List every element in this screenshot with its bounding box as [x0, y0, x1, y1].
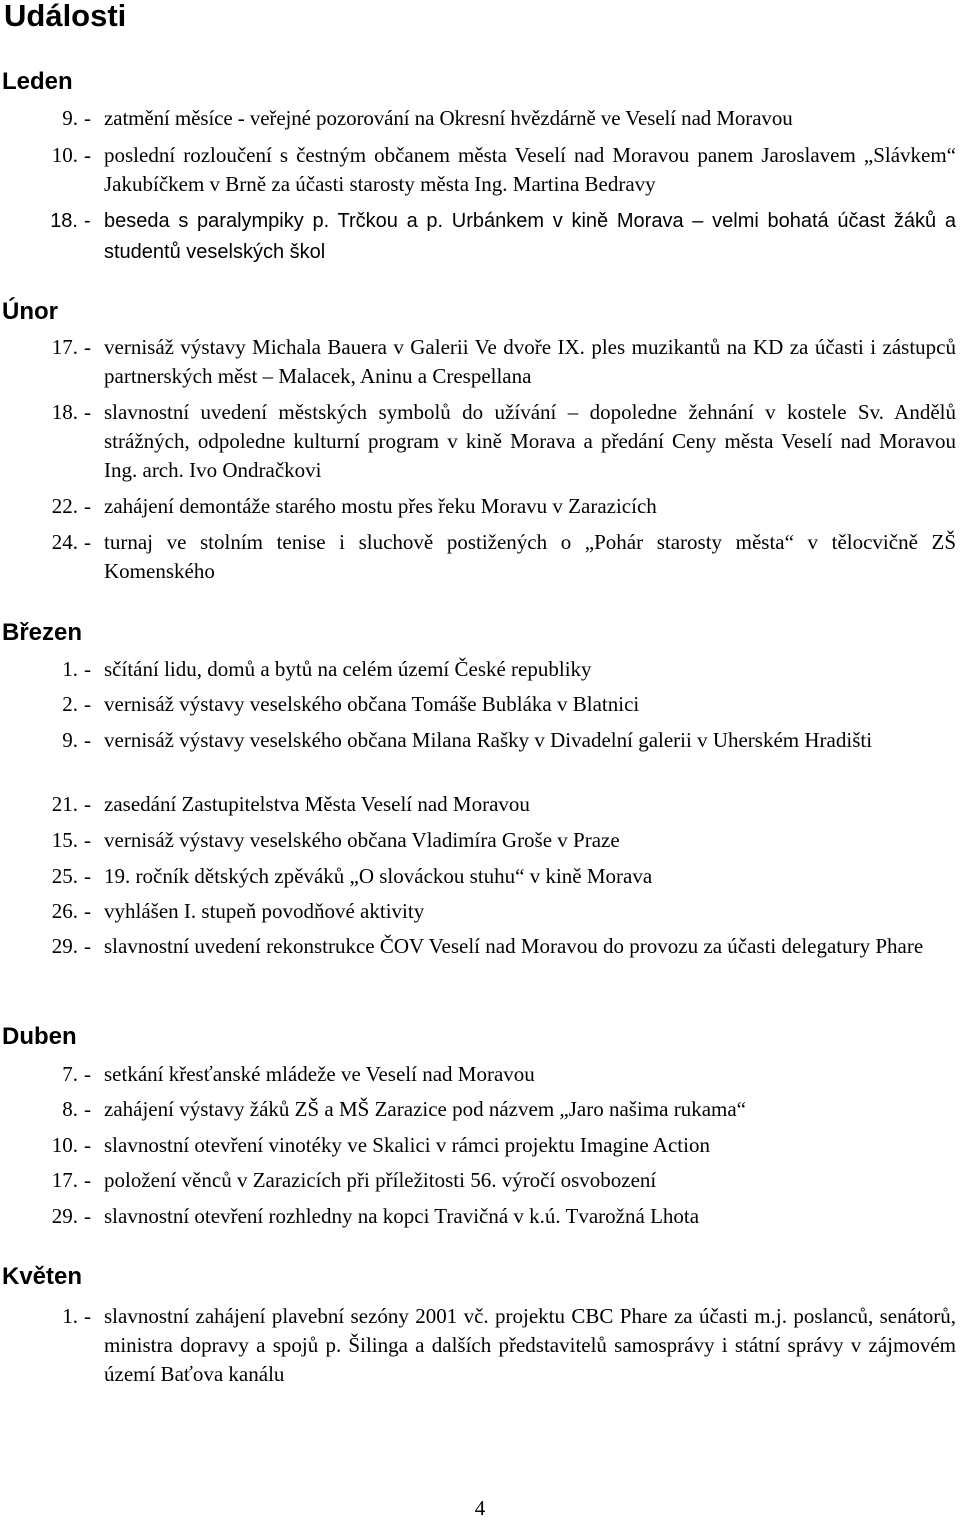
event-text: setkání křesťanské mládeže ve Veselí nad Moravou [104, 1062, 535, 1086]
event-item [0, 104, 960, 133]
event-text: vyhlášen I. stupeň povodňové aktivity [104, 899, 425, 923]
event-separator: - [84, 934, 91, 958]
event-text: vernisáž výstavy veselského občana Vladimíra Groše v Praze [104, 828, 620, 852]
event-separator: - [84, 1204, 91, 1228]
event-day: 8. [62, 1097, 78, 1121]
event-separator: - [84, 210, 91, 232]
event-text: slavnostní otevření rozhledny na kopci Travičná v k.ú. Tvarožná Lhota [104, 1204, 700, 1228]
event-text: zatmění měsíce - veřejné pozorování na Okresní hvězdárně ve Veselí nad Moravou [104, 106, 793, 130]
event-item [0, 897, 960, 926]
event-separator: - [84, 143, 91, 167]
page-title: Události [4, 0, 127, 33]
event-day: 7. [62, 1062, 78, 1086]
event-item [0, 333, 960, 393]
event-text: zahájení výstavy žáků ZŠ a MŠ Zarazice pod názvem „Jaro našima rukama“ [104, 1097, 746, 1121]
event-separator: - [84, 692, 91, 716]
event-day: 1. [62, 657, 78, 681]
event-item [0, 1095, 960, 1124]
event-item [0, 655, 960, 684]
event-separator: - [84, 530, 91, 554]
event-text: slavnostní otevření vinotéky ve Skalici v rámci projektu Imagine Action [104, 1133, 710, 1157]
event-separator: - [84, 494, 91, 518]
event-separator: - [84, 1304, 91, 1328]
event-text: zahájení demontáže starého mostu přes řeku Moravu v Zarazicích [104, 494, 657, 518]
event-text: slavnostní uvedení městských symbolů do užívání – dopoledne žehnání v kostele Sv. Andělů strážných, odpoledne kulturní program v kině Morava a předání Ceny města Veselí nad Moravou Ing. arch. Ivo Ondračkovi [104, 400, 956, 482]
event-day: 29. [51, 1204, 78, 1228]
month-heading-unor: Únor [2, 298, 58, 325]
event-text: vernisáž výstavy veselského občana Tomáše Bubláka v Blatnici [104, 692, 640, 716]
event-separator: - [84, 1168, 91, 1192]
event-item [0, 862, 960, 891]
event-item [0, 690, 960, 719]
event-item [0, 1060, 960, 1089]
event-day: 17. [51, 335, 78, 359]
event-day: 17. [51, 1168, 78, 1192]
event-item [0, 1131, 960, 1160]
month-heading-duben: Duben [2, 1023, 77, 1050]
event-separator: - [84, 335, 91, 359]
event-text: beseda s paralympiky p. Trčkou a p. Urbánkem v kině Morava – velmi bohatá účast žáků a studentů veselských škol [104, 210, 956, 263]
event-day: 24. [51, 530, 78, 554]
event-day: 10. [51, 143, 78, 167]
event-day: 9. [62, 106, 78, 130]
event-day: 10. [51, 1133, 78, 1157]
event-day: 29. [51, 934, 78, 958]
event-day: 26. [51, 899, 78, 923]
event-day: 2. [62, 692, 78, 716]
event-day: 1. [62, 1304, 78, 1328]
event-day: 9. [62, 728, 78, 752]
event-item [0, 826, 960, 855]
event-separator: - [84, 792, 91, 816]
event-separator: - [84, 1062, 91, 1086]
event-item [0, 1202, 960, 1231]
event-day: 15. [51, 828, 78, 852]
event-separator: - [84, 1133, 91, 1157]
event-text: zasedání Zastupitelstva Města Veselí nad Moravou [104, 792, 530, 816]
event-text: 19. ročník dětských zpěváků „O slováckou stuhu“ v kině Morava [104, 864, 653, 888]
event-day: 18. [51, 400, 78, 424]
event-day: 25. [51, 864, 78, 888]
event-text: vernisáž výstavy veselského občana Milana Rašky v Divadelní galerii v Uherském Hradišti [104, 728, 873, 752]
event-separator: - [84, 828, 91, 852]
event-item [0, 726, 960, 786]
event-day: 21. [51, 792, 78, 816]
event-item [0, 932, 960, 992]
event-text: turnaj ve stolním tenise i sluchově postižených o „Pohár starosty města“ v tělocvičně ZŠ Komenského [104, 530, 956, 583]
event-separator: - [84, 657, 91, 681]
event-text: poslední rozloučení s čestným občanem města Veselí nad Moravou panem Jaroslavem „Slávkem“ Jakubíčkem v Brně za účasti starosty města Ing. Martina Bedravy [104, 143, 956, 196]
event-separator: - [84, 899, 91, 923]
event-text: položení věnců v Zarazicích při příležitosti 56. výročí osvobození [104, 1168, 657, 1192]
event-separator: - [84, 864, 91, 888]
event-item [0, 790, 960, 819]
event-separator: - [84, 1097, 91, 1121]
page-number: 4 [474, 1496, 486, 1520]
event-separator: - [84, 728, 91, 752]
event-item [0, 528, 960, 588]
event-item [0, 206, 960, 266]
event-text: slavnostní uvedení rekonstrukce ČOV Veselí nad Moravou do provozu za účasti delegatury Phare [104, 934, 924, 958]
event-text: sčítání lidu, domů a bytů na celém území České republiky [104, 657, 592, 681]
month-heading-leden: Leden [2, 68, 73, 95]
month-heading-brezen: Březen [2, 619, 83, 646]
event-item [0, 492, 960, 521]
event-day: 18. [50, 210, 78, 232]
event-separator: - [84, 106, 91, 130]
event-item [0, 1166, 960, 1195]
event-text: vernisáž výstavy Michala Bauera v Galerii Ve dvoře IX. ples muzikantů na KD za účasti i zástupců partnerských měst – Malacek, Aninu a Crespellana [104, 335, 956, 388]
month-heading-kveten: Květen [2, 1263, 83, 1290]
event-item [0, 398, 960, 488]
event-item [0, 1302, 960, 1392]
event-separator: - [84, 400, 91, 424]
event-text: slavnostní zahájení plavební sezóny 2001 vč. projektu CBC Phare za účasti m.j. poslanců, senátorů, ministra dopravy a spojů p. Šilinga a dalších představitelů samosprávy i státní správy v zájmovém území Baťova kanálu [104, 1304, 956, 1386]
event-day: 22. [51, 494, 78, 518]
event-item [0, 141, 960, 201]
